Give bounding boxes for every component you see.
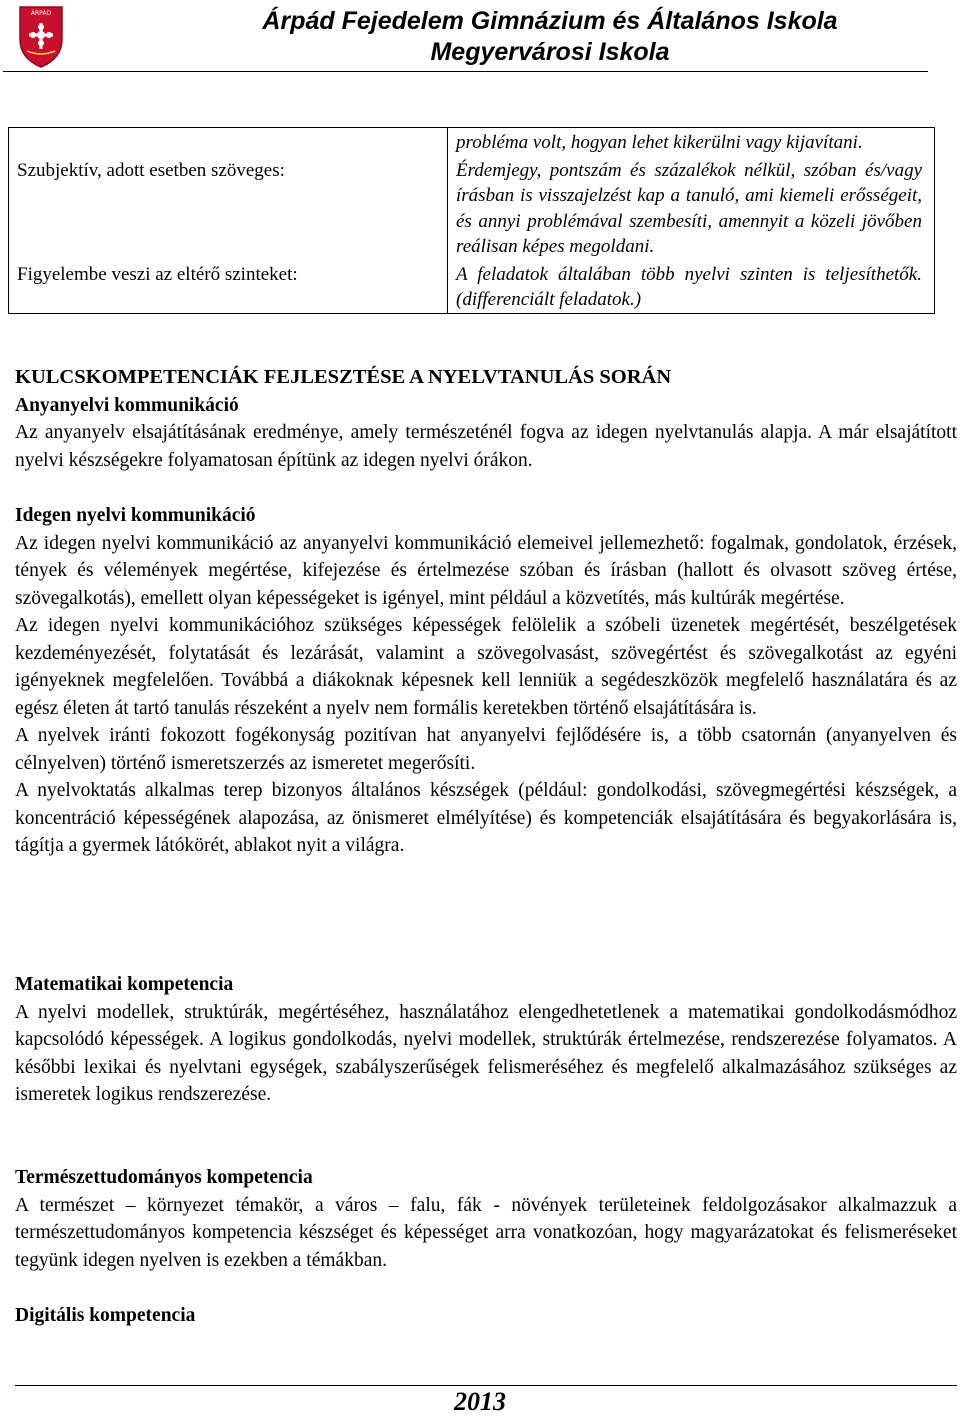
- section-heading: Természettudományos kompetencia: [15, 1167, 313, 1188]
- school-name-line1: Árpád Fejedelem Gimnázium és Általános Iskola: [262, 7, 838, 35]
- table-row: [9, 128, 935, 156]
- table-cell-value: probléma volt, hogyan lehet kikerülni vagy kijavítani.: [448, 128, 935, 156]
- paragraph: Az idegen nyelvi kommunikációhoz szükséges képességek felölelik a szóbeli üzenetek megértését, beszélgetések kezdeményezését, folytatását és lezárását, valamint a szövegolvasást, szövegértést és szövegalkotást az egyéni igényeknek megfelelően. Továbbá a diákoknak képesnek kell lenniük a segédeszközök megfelelő használatára és az egész életen át tartó tanulás részeként a nyelv nem formális keretekben történő elsajátítására is.: [15, 615, 957, 719]
- paragraph: A nyelvoktatás alkalmas terep bizonyos általános készségek (például: gondolkodási, szövegmegértési készségek, a koncentráció képességének alapozása, az önismeret elmélyítése) és kompetenciák elsajátítására és begyakorlására is, tágítja a gyermek látókörét, ablakot nyit a világra.: [15, 780, 957, 856]
- paragraph: A nyelvek iránti fokozott fogékonyság pozitívan hat anyanyelvi fejlődésére is, a több csatornán (anyanyelven és célnyelven) történő ismeretszerzés az ismeretet megerősíti.: [15, 725, 957, 774]
- main-heading: KULCSKOMPETENCIÁK FEJLESZTÉSE A NYELVTANULÁS SORÁN: [15, 366, 672, 388]
- school-crest-logo: [17, 5, 65, 69]
- section-heading: Matematikai kompetencia: [15, 974, 234, 995]
- table-cell-value: Érdemjegy, pontszám és százalékok nélkül, szóban és/vagy írásban is visszajelzést kap a tanuló, ami kiemeli erősségeit, és annyi problémával szembesíti, amennyit a közeli jövőben reálisan képes megoldani.: [448, 156, 935, 260]
- section-heading: Idegen nyelvi kommunikáció: [15, 505, 256, 526]
- section-termeszettudomanyos: [15, 1164, 957, 1274]
- paragraph: Az idegen nyelvi kommunikáció az anyanyelvi kommunikáció elemeivel jellemezhető: fogalmak, gondolatok, érzések, tények és vélemények megértése, kifejezése és értelmezése szóban és írásban (hallott és olvasott szöveg értése, szövegalkotás), emellett olyan képességeket is igényel, mint például a közvetítés, más kultúrák megértése.: [15, 532, 957, 609]
- table-cell-label: [9, 128, 448, 156]
- page-header: [0, 0, 960, 76]
- table-cell-label: Figyelembe veszi az eltérő szinteket:: [9, 260, 448, 314]
- header-divider: [3, 71, 928, 72]
- section-digitalis: [15, 1302, 957, 1330]
- footer-divider: [15, 1385, 957, 1386]
- school-name-line2: Megyervárosi Iskola: [430, 38, 670, 66]
- table-cell-label: Szubjektív, adott esetben szöveges:: [9, 156, 448, 260]
- section-heading: Digitális kompetencia: [15, 1305, 196, 1326]
- section-heading: Anyanyelvi kommunikáció: [15, 394, 239, 416]
- table-cell-value: A feladatok általában több nyelvi szinten is teljesíthetők. (differenciált feladatok.): [448, 260, 935, 314]
- assessment-table: [8, 127, 935, 314]
- section-matematikai: [15, 971, 957, 1109]
- logo-lettering: ÁRPÁD: [30, 10, 52, 17]
- section-anyanyelvi: [15, 364, 957, 474]
- section-idegen: [15, 502, 957, 860]
- table-row: [9, 260, 935, 314]
- footer-year: 2013: [454, 1387, 506, 1416]
- table-row: [9, 156, 935, 260]
- paragraph: Az anyanyelv elsajátításának eredménye, amely természeténél fogva az idegen nyelvtanulás alapja. A már elsajátított nyelvi készségekre folyamatosan építünk az idegen nyelvi órákon.: [15, 422, 957, 471]
- paragraph: A természet – környezet témakör, a város – falu, fák - növények területeinek feldolgozásakor alkalmazzuk a természettudományos kompetencia készséget és képességet arra vonatkozóan, hogy magyarázatokat és felismeréseket tegyünk idegen nyelven is ezekben a témákban.: [15, 1194, 957, 1271]
- paragraph: A nyelvi modellek, struktúrák, megértéséhez, használatához elengedhetetlenek a matematikai gondolkodásmódhoz kapcsolódó képességek. A logikus gondolkodás, nyelvi modellek, struktúrák értelmezése, rendszerezése folyamatos. A későbbi lexikai és nyelvtani egységek, szabályszerűségek felismeréséhez és megfelelő alkalmazásához szükséges az ismeretek logikus rendszerezése.: [15, 1001, 957, 1105]
